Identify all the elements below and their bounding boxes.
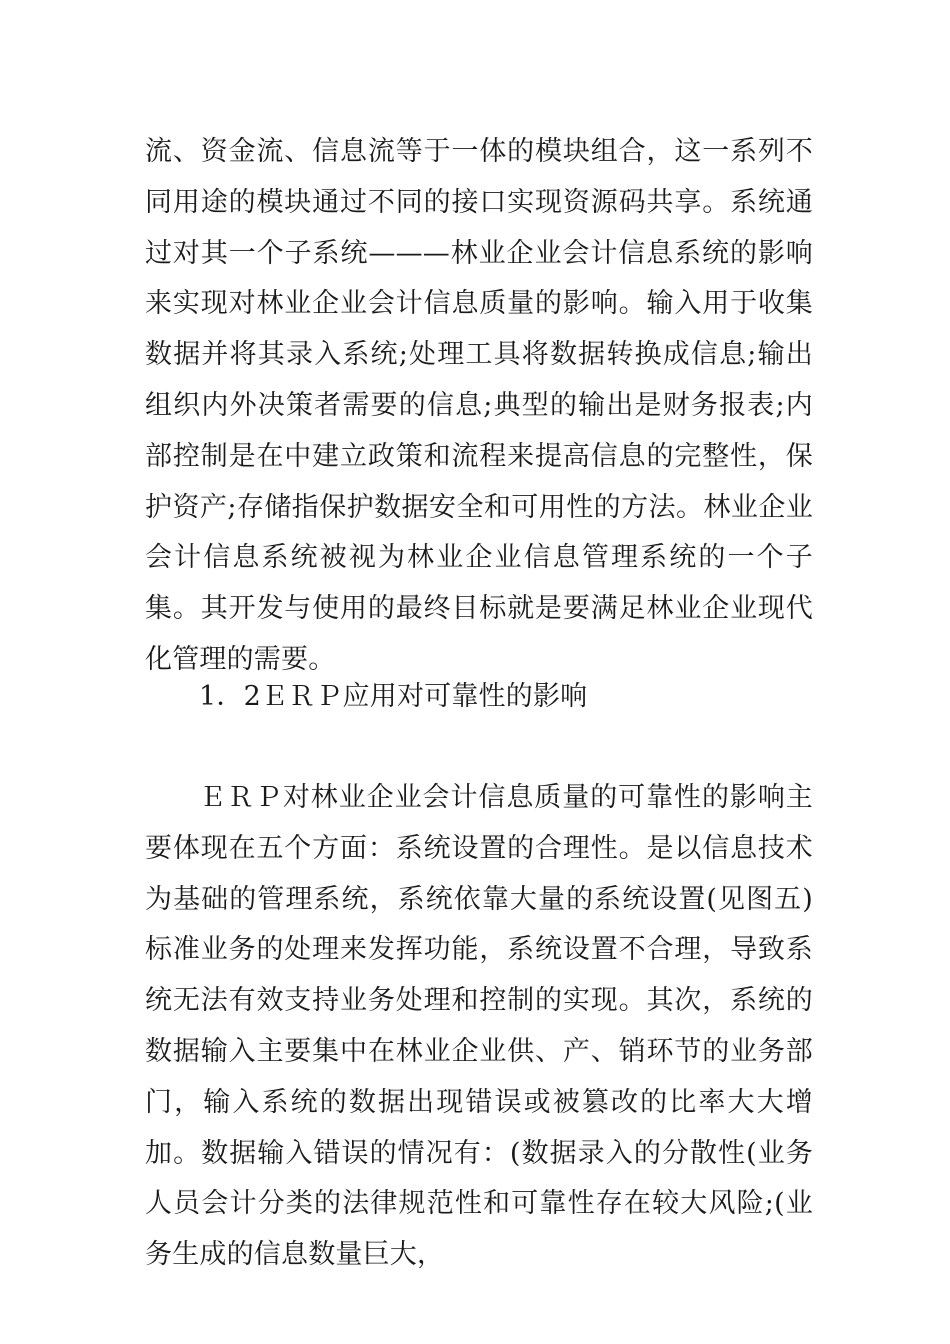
body-paragraph-1: 流、资金流、信息流等于一体的模块组合，这一系列不同用途的模块通过不同的接口实现资源码共享。系统通过对其一个子系统———林业企业会计信息系统的影响来实现对林业企业会计信息质量的影响。输入用于收集数据并将其录入系统;处理工具将数据转换成信息;输出组织内外决策者需要的信息;典型的输出是财务报表;内部控制是在中建立政策和流程来提高信息的完整性，保护资产;存储指保护数据安全和可用性的方法。林业企业会计信息系统被视为林业企业信息管理系统的一个子集。其开发与使用的最终目标就是要满足林业企业现代化管理的需要。 (145, 136, 813, 675)
section-heading: 1．2ＥＲＰ应用对可靠性的影响 (199, 681, 588, 712)
body-paragraph-2: ＥＲＰ对林业企业会计信息质量的可靠性的影响主要体现在五个方面：系统设置的合理性。是以信息技术为基础的管理系统，系统依靠大量的系统设置(见图五)标准业务的处理来发挥功能，系统设置不合理，导致系统无法有效支持业务处理和控制的实现。其次，系统的数据输入主要集中在林业企业供、产、销环节的业务部门，输入系统的数据出现错误或被篡改的比率大大增加。数据输入错误的情况有：(数据录入的分散性(业务人员会计分类的法律规范性和可靠性存在较大风险;(业务生成的信息数量巨大， (145, 782, 813, 1271)
